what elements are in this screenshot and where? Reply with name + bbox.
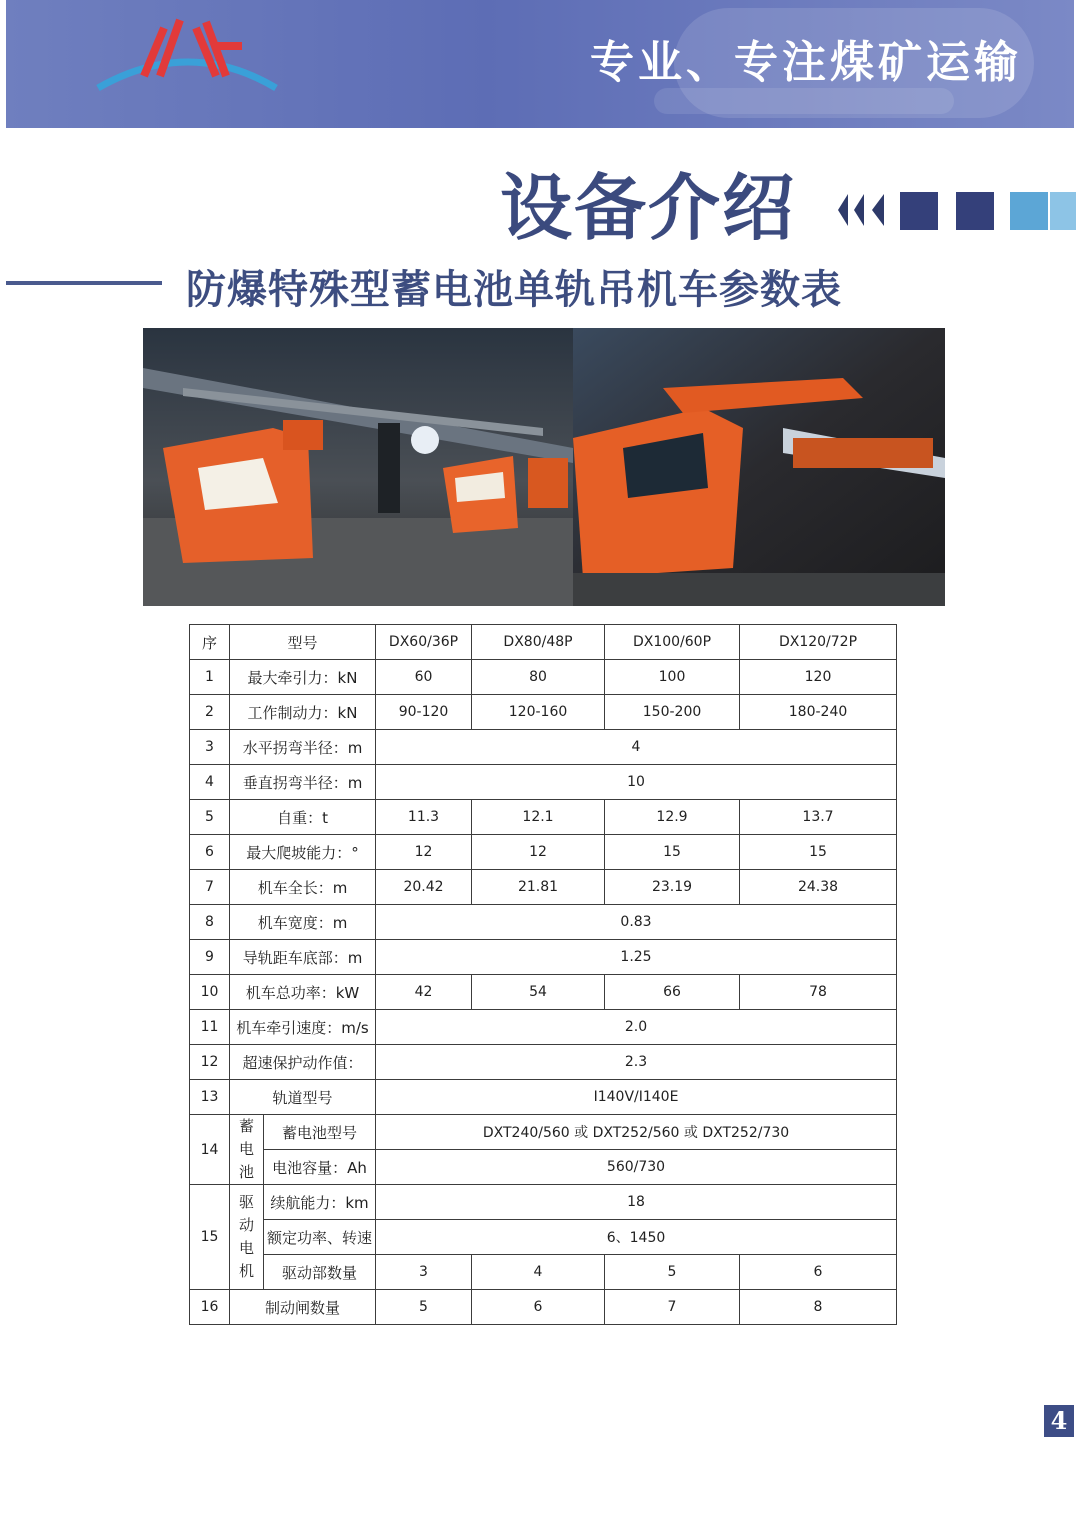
param-value: 20.42 — [376, 870, 472, 905]
param-value: 6 — [740, 1255, 897, 1290]
param-label: 机车牵引速度：m/s — [230, 1010, 376, 1045]
table-row — [190, 975, 897, 1010]
param-value: 23.19 — [605, 870, 740, 905]
row-number: 10 — [190, 975, 230, 1010]
row-number: 16 — [190, 1290, 230, 1325]
param-value: 6 — [472, 1290, 605, 1325]
table-row — [190, 1185, 897, 1220]
param-label: 工作制动力：kN — [230, 695, 376, 730]
table-row — [190, 870, 897, 905]
param-value: 2.0 — [376, 1010, 897, 1045]
param-label: 导轨距车底部：m — [230, 940, 376, 975]
param-value: 12 — [472, 835, 605, 870]
param-value: 1.25 — [376, 940, 897, 975]
param-label: 制动闸数量 — [230, 1290, 376, 1325]
param-value: I140V/I140E — [376, 1080, 897, 1115]
model-name: DX80/48P — [472, 625, 605, 660]
param-value: DXT240/560 或 DXT252/560 或 DXT252/730 — [376, 1115, 897, 1150]
param-value: 42 — [376, 975, 472, 1010]
param-value: 90-120 — [376, 695, 472, 730]
row-number: 3 — [190, 730, 230, 765]
group-char: 池 — [238, 1163, 254, 1181]
row-number: 15 — [190, 1185, 230, 1290]
row-number: 13 — [190, 1080, 230, 1115]
locomotive-photos — [143, 328, 945, 606]
param-label: 驱动部数量 — [264, 1255, 376, 1290]
param-value: 180-240 — [740, 695, 897, 730]
model-name: DX60/36P — [376, 625, 472, 660]
banner-glow — [654, 88, 954, 114]
param-value: 5 — [376, 1290, 472, 1325]
table-row — [190, 1220, 897, 1255]
group-char: 机 — [238, 1262, 254, 1280]
param-label: 自重：t — [230, 800, 376, 835]
param-value: 10 — [376, 765, 897, 800]
row-number: 12 — [190, 1045, 230, 1080]
param-label: 机车宽度：m — [230, 905, 376, 940]
param-value: 2.3 — [376, 1045, 897, 1080]
param-label: 最大牵引力：kN — [230, 660, 376, 695]
table-row — [190, 1010, 897, 1045]
model-name: DX100/60P — [605, 625, 740, 660]
table-row — [190, 835, 897, 870]
param-value: 21.81 — [472, 870, 605, 905]
param-label: 轨道型号 — [230, 1080, 376, 1115]
seq-header: 序 — [190, 625, 230, 660]
param-value: 24.38 — [740, 870, 897, 905]
row-number: 2 — [190, 695, 230, 730]
param-value: 11.3 — [376, 800, 472, 835]
param-value: 54 — [472, 975, 605, 1010]
group-char: 电 — [238, 1239, 254, 1257]
table-row — [190, 1115, 897, 1150]
param-value: 15 — [605, 835, 740, 870]
param-value: 12 — [376, 835, 472, 870]
row-number: 14 — [190, 1115, 230, 1185]
row-number: 6 — [190, 835, 230, 870]
param-label: 水平拐弯半径：m — [230, 730, 376, 765]
table-row — [190, 1255, 897, 1290]
param-value: 15 — [740, 835, 897, 870]
param-value: 13.7 — [740, 800, 897, 835]
group-char: 电 — [238, 1140, 254, 1158]
param-value: 3 — [376, 1255, 472, 1290]
param-value: 5 — [605, 1255, 740, 1290]
title-decoration — [836, 188, 1076, 232]
param-value: 150-200 — [605, 695, 740, 730]
param-label: 蓄电池型号 — [264, 1115, 376, 1150]
table-row — [190, 1150, 897, 1185]
param-value: 12.9 — [605, 800, 740, 835]
row-number: 7 — [190, 870, 230, 905]
param-value: 80 — [472, 660, 605, 695]
param-value: 7 — [605, 1290, 740, 1325]
param-value: 100 — [605, 660, 740, 695]
group-label-motor — [230, 1185, 264, 1290]
model-name: DX120/72P — [740, 625, 897, 660]
param-label: 超速保护动作值： — [230, 1045, 376, 1080]
row-number: 9 — [190, 940, 230, 975]
param-value: 4 — [376, 730, 897, 765]
row-number: 8 — [190, 905, 230, 940]
param-value: 8 — [740, 1290, 897, 1325]
row-number: 1 — [190, 660, 230, 695]
table-row — [190, 940, 897, 975]
param-value: 18 — [376, 1185, 897, 1220]
table-row — [190, 1290, 897, 1325]
param-label: 电池容量：Ah — [264, 1150, 376, 1185]
group-char: 驱 — [238, 1193, 254, 1211]
table-row — [190, 660, 897, 695]
header-slogan: 专业、专注煤矿运输 — [590, 37, 1022, 88]
table-row — [190, 800, 897, 835]
table-row — [190, 765, 897, 800]
group-char: 动 — [238, 1216, 254, 1234]
param-value: 60 — [376, 660, 472, 695]
model-header: 型号 — [230, 625, 376, 660]
param-label: 续航能力：km — [264, 1185, 376, 1220]
table-row — [190, 905, 897, 940]
table-row — [190, 1080, 897, 1115]
table-row — [190, 695, 897, 730]
page-number: 4 — [1044, 1405, 1074, 1437]
param-value: 66 — [605, 975, 740, 1010]
param-value: 120-160 — [472, 695, 605, 730]
table-subtitle: 防爆特殊型蓄电池单轨吊机车参数表 — [186, 267, 842, 313]
group-label-battery — [230, 1115, 264, 1185]
param-value: 560/730 — [376, 1150, 897, 1185]
table-row — [190, 730, 897, 765]
param-value: 4 — [472, 1255, 605, 1290]
table-row — [190, 1045, 897, 1080]
param-label: 机车全长：m — [230, 870, 376, 905]
header-banner — [6, 0, 1074, 128]
param-value: 6、1450 — [376, 1220, 897, 1255]
subtitle-rule — [6, 281, 162, 285]
param-value: 12.1 — [472, 800, 605, 835]
company-logo — [94, 14, 284, 98]
parameter-table — [189, 624, 897, 1325]
param-label: 额定功率、转速 — [264, 1220, 376, 1255]
param-value: 0.83 — [376, 905, 897, 940]
section-title: 设备介绍 — [500, 166, 797, 250]
param-label: 最大爬坡能力：° — [230, 835, 376, 870]
row-number: 5 — [190, 800, 230, 835]
group-char: 蓄 — [238, 1117, 254, 1135]
param-label: 机车总功率：kW — [230, 975, 376, 1010]
param-value: 120 — [740, 660, 897, 695]
param-value: 78 — [740, 975, 897, 1010]
table-header-row — [190, 625, 897, 660]
param-label: 垂直拐弯半径：m — [230, 765, 376, 800]
row-number: 4 — [190, 765, 230, 800]
row-number: 11 — [190, 1010, 230, 1045]
